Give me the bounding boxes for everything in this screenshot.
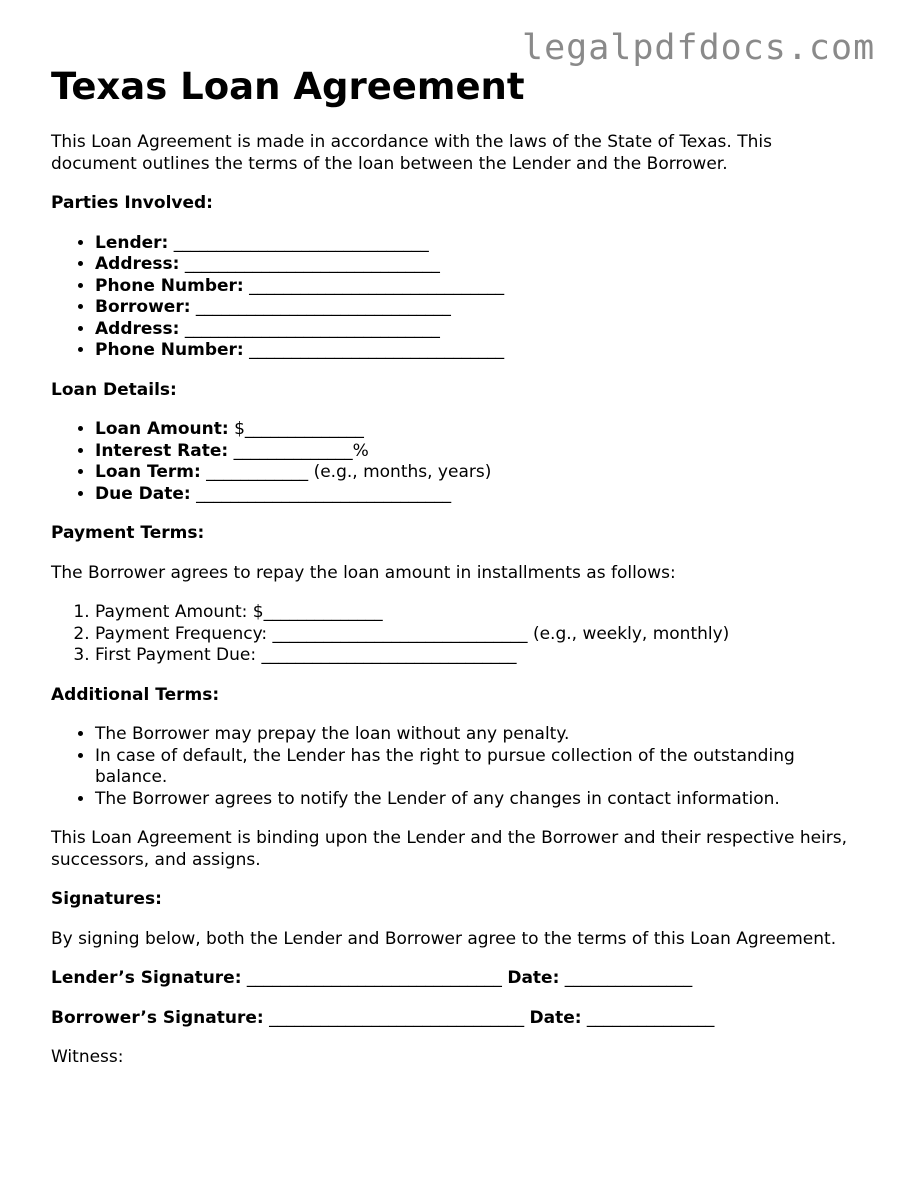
borrower-date-label: Date: [529,1007,582,1028]
additional-terms-heading: Additional Terms: [51,684,220,705]
borrower-signature-blank: ______________________________ [263,1007,530,1028]
page-title: Texas Loan Agreement [51,65,525,108]
signatures-intro: By signing below, both the Lender and Borrower agree to the terms of this Loan Agreement. [51,928,837,949]
field-label: Lender: [95,232,169,253]
list-item [95,419,851,441]
field-blank: ______________________________ [179,254,440,274]
borrower-signature-label: Borrower’s Signature: [51,1007,264,1028]
field-label: Loan Term: [95,462,201,482]
lender-date-label: Date: [507,968,560,988]
field-label: Address: [95,254,180,274]
field-blank: ______________________________ [168,232,429,253]
loan-details-list [51,419,851,505]
field-blank: ______________________________ [243,275,505,296]
additional-terms-list [51,724,851,810]
binding-paragraph: This Loan Agreement is binding upon the Lender and the Borrower and their respective heirs, successors, and assigns. [51,828,848,870]
list-item [95,233,851,255]
lender-signature-line [51,968,851,990]
list-item [95,462,851,484]
list-item: • In case of default, the Lender has the right to pursue collection of the outstanding balance. [95,746,851,789]
lender-date-blank: _______________ [559,968,693,988]
field-label: Due Date: [95,483,191,504]
intro-paragraph: This Loan Agreement is made in accordance with the laws of the State of Texas. This document outlines the terms of the loan between the Lender and the Borrower. [51,132,772,174]
list-item: 3. First Payment Due: ______________________________ [95,645,851,667]
field-label: Phone Number: [95,340,244,360]
list-item: 1. Payment Amount: $______________ [95,602,851,624]
list-item: 2. Payment Frequency: ______________________________ (e.g., weekly, monthly) [95,624,851,646]
field-blank: ______________% [228,440,369,461]
field-blank: ____________ (e.g., months, years) [200,462,492,482]
field-blank: ______________________________ [243,340,505,360]
list-item [95,297,851,319]
payment-terms-heading: Payment Terms: [51,523,205,543]
list-item [95,484,851,506]
document-page [51,62,851,1069]
field-blank: ______________________________ [190,297,451,317]
field-blank: ______________________________ [179,318,440,339]
payment-intro: The Borrower agrees to repay the loan amount in installments as follows: [51,562,676,583]
watermark: legalpdfdocs.com [522,28,876,68]
lender-signature-blank: ______________________________ [241,968,508,988]
field-label: Phone Number: [95,275,244,296]
payment-terms-list [51,602,851,667]
witness-line: Witness: [51,1047,124,1067]
loan-details-heading: Loan Details: [51,379,177,400]
list-item: • The Borrower agrees to notify the Lender of any changes in contact information. [95,789,851,811]
list-item [95,319,851,341]
field-label: Address: [95,318,180,339]
borrower-signature-line [51,1008,851,1030]
field-label: Interest Rate: [95,440,229,461]
list-item: • The Borrower may prepay the loan without any penalty. [95,724,851,746]
field-label: Borrower: [95,297,191,317]
field-label: Loan Amount: [95,419,229,439]
parties-list [51,233,851,362]
list-item [95,340,851,362]
lender-signature-label: Lender’s Signature: [51,968,242,988]
list-item [95,276,851,298]
list-item [95,441,851,463]
parties-heading: Parties Involved: [51,193,213,213]
field-blank: $______________ [228,419,364,439]
field-blank: ______________________________ [190,483,452,504]
borrower-date-blank: _______________ [581,1007,715,1028]
signatures-heading: Signatures: [51,889,162,909]
list-item [95,254,851,276]
